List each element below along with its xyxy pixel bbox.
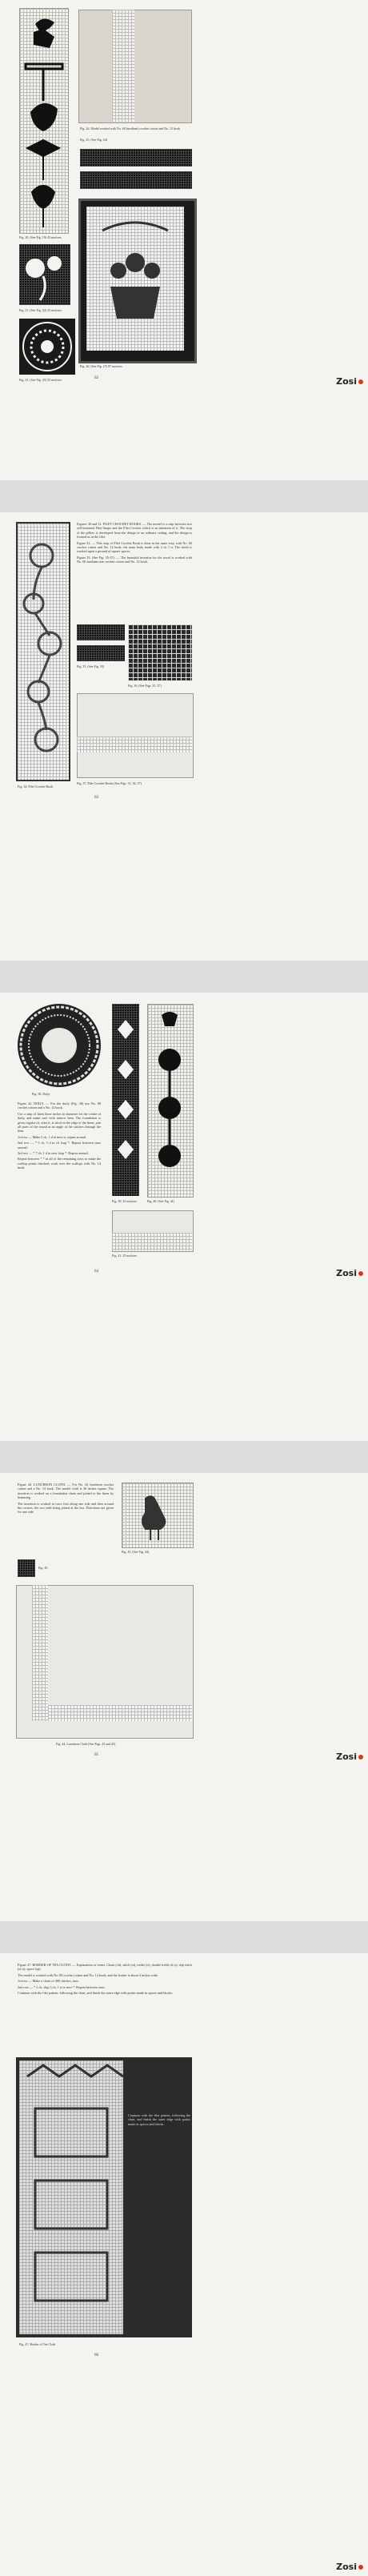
small-strip-b — [77, 645, 125, 661]
caption-fig-35: Fig. 35. (See Fig. 33) — [77, 664, 105, 668]
paragraph: 2nd row — * 5 ch, 1 d in ch loop *. Repeat between stars around. — [18, 1141, 101, 1150]
medallion-pattern — [19, 319, 75, 375]
mesh-closeup-figure — [128, 624, 192, 680]
paragraph: Figure 42. DOILY. — For the doily (Fig. 38) use No. 80 crochet cotton and a No. 14 hook. — [18, 1101, 101, 1110]
page-66 — [0, 1953, 368, 2576]
paragraph: 1st row — Make 5 ch, 1 d in next st, repeat around. — [18, 1134, 87, 1139]
caption-fig-41: Fig. 41. 25 motives — [112, 1254, 138, 1258]
page-number: 65 — [94, 1753, 98, 1757]
tray-basket-pattern — [86, 207, 184, 351]
luncheon-insertion-vertical — [32, 1585, 48, 1721]
brand-watermark: Zosi — [336, 2562, 363, 2572]
caption-fig-21: Fig. 21. (See Fig. 22) 22 motives — [19, 308, 62, 312]
caption-fig-39: Fig. 39. 25 motives — [112, 1199, 138, 1203]
paragraph: 3rd row — * 7 ch, 1 d in next loop *. Repeat around. — [18, 1151, 89, 1156]
paragraph: 1st row — Make a chain of 400 stitches, turn. — [18, 1979, 79, 1984]
paragraph: Figure 44. LUNCHEON CLOTH. — For No. 45 luncheon crochet cotton and a No. 14 hook. The model cloth is 36 inches square. The insertion is worked on a foundation chain and joined to the linen by hemming. — [18, 1483, 114, 1500]
caption-fig-20: Fig. 20. (See Fig. 19) 43 motives — [19, 235, 62, 239]
article-text-63 — [77, 522, 192, 566]
caption-fig-47: Fig. 47. Border of Tea Cloth — [19, 2342, 56, 2346]
pillow-figure — [78, 10, 192, 123]
towel-insertion — [77, 736, 192, 752]
horizontal-strip-b — [80, 171, 192, 189]
caption-fig-40: Fig. 40. (See Fig. 41) — [147, 1199, 175, 1203]
page-number: 63 — [94, 796, 98, 800]
vertical-strip-b-pattern — [147, 1004, 192, 1196]
long-strip-pattern — [18, 524, 67, 778]
pillow-insertion — [112, 10, 134, 122]
article-text-65 — [18, 1483, 114, 1516]
paragraph: Use a strip of linen three inches in diameter for the centre of doily, and make sure with narrow hem. The foundation is given regular ch; after it, sl stitch to the edge of the linen; join all parts of the round at an angle of the stitches through the hem. — [18, 1111, 101, 1134]
brand-watermark: Zosi — [336, 1751, 363, 1762]
paragraph: Continue with the filet pattern, following the chart, and finish the outer edge with points made in spaces and blocks. — [18, 1991, 174, 1996]
paragraph: The model is worked with No. 80 crochet cotton and No. 14 hook; and the border is about 4 inches wide. — [18, 1972, 158, 1977]
caption-fig-43: Fig. 43. (See Fig. 44) — [122, 1550, 150, 1554]
small-square-figure — [18, 1559, 35, 1577]
paragraph: Continue with the filet pattern, following the chart, and finish the outer edge with points made in spaces and blocks. — [128, 2113, 190, 2126]
doily-pattern — [18, 1004, 101, 1087]
caption-fig-44: Fig. 44. Luncheon Cloth (See Figs. 43 and 45) — [56, 1742, 116, 1746]
caption-fig-25: Fig. 25. (See Fig. 24) — [80, 138, 108, 142]
caption-fig-26: Fig. 26. (See Fig. 27) 87 motives — [80, 364, 122, 368]
caption-fig-24: Fig. 24. Model worked with No. 60 (medium) crochet cotton and No. 12 hook — [80, 126, 180, 130]
caption-fig-36: Fig. 36. (See Figs. 35, 37) — [128, 684, 162, 688]
caption-fig-37: Fig. 37. Filet Crochet Books (See Figs. 33, 36, 37) — [77, 781, 142, 785]
brand-watermark: Zosi — [336, 1268, 363, 1278]
caption-fig-23: Fig. 23. (See Fig. 25) 55 motives — [19, 378, 62, 382]
brand-dot-icon — [358, 1755, 363, 1759]
brand-dot-icon — [358, 2565, 363, 2570]
brand-dot-icon — [358, 379, 363, 384]
caption-fig-34: Fig. 34. Filet Crochet Book — [18, 784, 53, 788]
towel-figure — [77, 693, 194, 778]
page-63 — [0, 512, 368, 961]
tea-cloth-side-text — [128, 2113, 190, 2128]
paragraph: Figure 32. — This strip of Filet Crochet Book is done in the same way, with No. 60 crochet cotton and No. 12 hook; the main body made with 2 ch 1 tr. The stitch is worked upon a ground of square spaces. — [77, 540, 192, 554]
brand-dot-icon — [358, 1271, 363, 1276]
page-64 — [0, 993, 368, 1441]
page-number: 64 — [94, 1270, 98, 1274]
flower-strip-pattern — [19, 244, 70, 305]
paragraph: Figure 47. BORDER OF TEA CLOTH. — Explanation of terms: Chain (ch), stitch (st), treble (tr), double treble (d tr), slip stitch (sl st), space (sp). — [18, 1963, 192, 1972]
page-number: 66 — [94, 2353, 98, 2357]
page-number: 62 — [94, 376, 98, 380]
paragraph: 2nd row — * 4 ch, skip 3 ch, 1 tr in next *. Repeat between stars. — [18, 1984, 106, 1989]
brand-watermark: Zosi — [336, 376, 363, 387]
paragraph: Figure 33. (See Fig. 35-37). — The beautiful insertion for the towel is worked with No. 60 medium-size crochet cotton and No. 12 hook. — [77, 555, 192, 564]
small-strip-a — [77, 624, 125, 640]
stork-pattern — [122, 1483, 192, 1547]
paragraph: Figures 30 and 31. FILET CROCHET BOOKS. — The model is a strip between two self-buttoned Filet Straps and the Filet Crochet which is an imitation of it. The strip of the pillow is developed from the design of an ordinary setting, and the design is formed as in the filet. — [77, 522, 192, 540]
horizontal-strip-a — [80, 149, 192, 167]
vertical-strip-a-pattern — [112, 1004, 139, 1196]
bird-strip-pattern — [19, 8, 69, 234]
article-text-66 — [18, 1963, 192, 1996]
tea-cloth-pattern — [19, 2060, 123, 2334]
page-62 — [0, 0, 368, 480]
luncheon-insertion-horizontal — [32, 1705, 192, 1721]
paragraph: The insertion is worked in rows first along one side and then around the corners, the two ends being joined at the last. Directions are given for one side. — [18, 1501, 114, 1515]
paragraph: Repeat between * * in all of the remaining rows to make the scallop points finished; work over the scallops with No. 14 hook. — [18, 1157, 101, 1170]
page-65 — [0, 1473, 368, 1921]
caption-fig-38: Fig. 38. Doily — [32, 1092, 50, 1096]
edge-lace — [112, 1233, 192, 1250]
article-text-64 — [18, 1101, 101, 1172]
caption-fig-45: Fig. 45. — [38, 1566, 49, 1570]
